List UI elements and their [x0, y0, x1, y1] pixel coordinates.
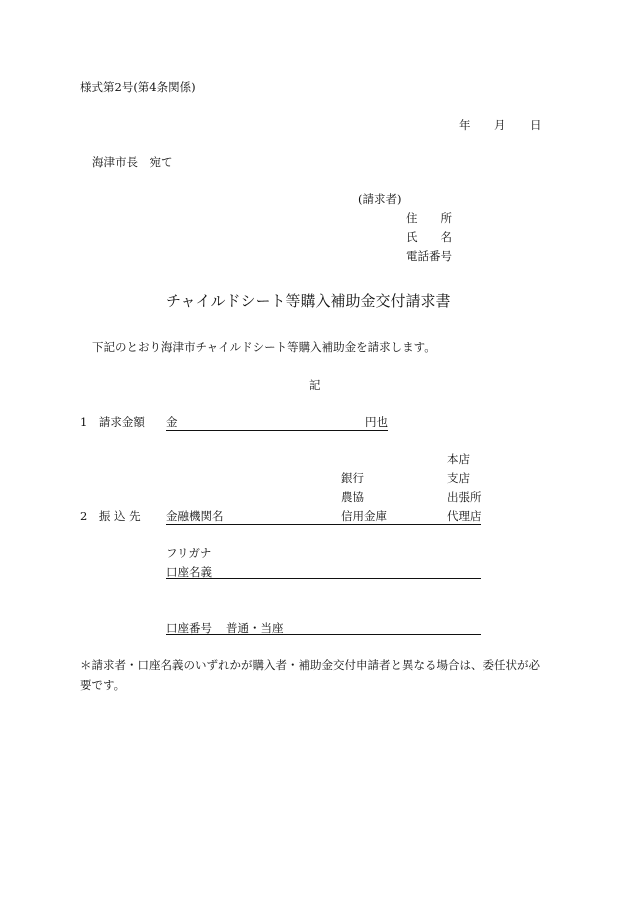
ki-marker: 記 — [309, 378, 321, 392]
account-number-underline — [166, 634, 481, 635]
amount-underline — [166, 430, 388, 431]
branch-type-agency: 代理店 — [447, 509, 482, 523]
furigana-label: フリガナ — [166, 546, 212, 560]
account-number-label: 口座番号 — [166, 621, 212, 635]
requester-name-label: 氏 名 — [406, 230, 452, 244]
bank-type-credit: 信用金庫 — [341, 509, 387, 523]
branch-type-branch: 支店 — [447, 471, 470, 485]
form-number: 様式第2号(第4条関係) — [80, 80, 196, 94]
amount-suffix: 円也 — [365, 415, 388, 429]
intro-text: 下記のとおり海津市チャイルドシート等購入補助金を請求します。 — [92, 340, 436, 354]
requester-address-label: 住 所 — [406, 211, 452, 225]
account-name-underline — [166, 578, 481, 579]
amount-prefix: 金 — [166, 415, 178, 429]
note-line-2: 要です。 — [80, 678, 126, 692]
account-name-label: 口座名義 — [166, 565, 212, 579]
bank-type-bank: 銀行 — [341, 471, 364, 485]
document-title: チャイルドシート等購入補助金交付請求書 — [166, 292, 451, 310]
requester-phone-label: 電話番号 — [406, 249, 452, 263]
institution-label: 金融機関名 — [166, 509, 224, 523]
branch-type-sub: 出張所 — [447, 490, 482, 504]
date-month: 月 — [494, 118, 506, 132]
transfer-label: 2 振 込 先 — [80, 509, 141, 523]
account-type: 普通・当座 — [226, 621, 284, 635]
amount-label: 1 請求金額 — [80, 415, 145, 429]
date-day: 日 — [530, 118, 542, 132]
date-year: 年 — [459, 118, 471, 132]
institution-underline — [166, 524, 481, 525]
addressee: 海津市長 宛て — [92, 155, 173, 169]
branch-type-main: 本店 — [447, 452, 470, 466]
bank-type-agri: 農協 — [341, 490, 364, 504]
note-line-1: ＊請求者・口座名義のいずれかが購入者・補助金交付申請者と異なる場合は、委任状が必 — [80, 658, 540, 672]
requester-label: (請求者) — [358, 192, 402, 206]
